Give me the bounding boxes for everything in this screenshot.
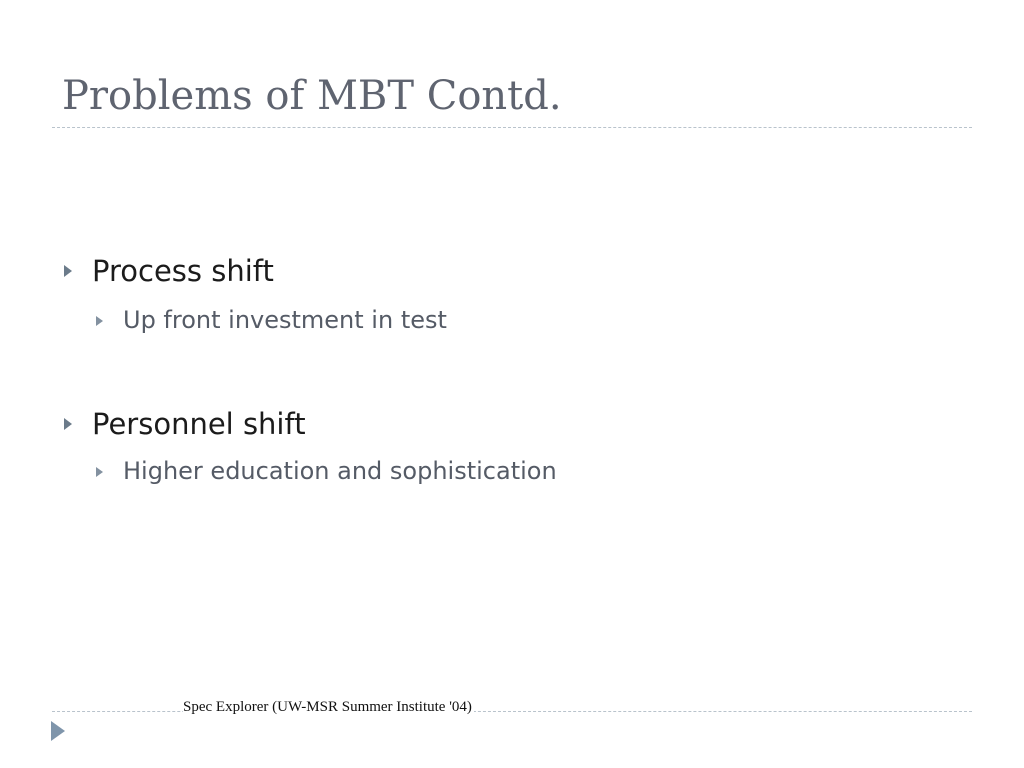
triangle-bullet-icon [96, 316, 103, 326]
triangle-bullet-icon [64, 265, 72, 277]
title-divider [52, 127, 972, 128]
bullet-text: Personnel shift [92, 407, 306, 441]
sub-bullet-text: Up front investment in test [123, 306, 447, 334]
triangle-bullet-icon [64, 418, 72, 430]
footer-text: Spec Explorer (UW-MSR Summer Institute '04) [183, 699, 472, 715]
bullet-text: Process shift [92, 254, 274, 288]
triangle-corner-icon [51, 721, 65, 741]
slide-title: Problems of MBT Contd. [62, 73, 562, 119]
triangle-bullet-icon [96, 467, 103, 477]
sub-bullet-text: Higher education and sophistication [123, 457, 557, 485]
